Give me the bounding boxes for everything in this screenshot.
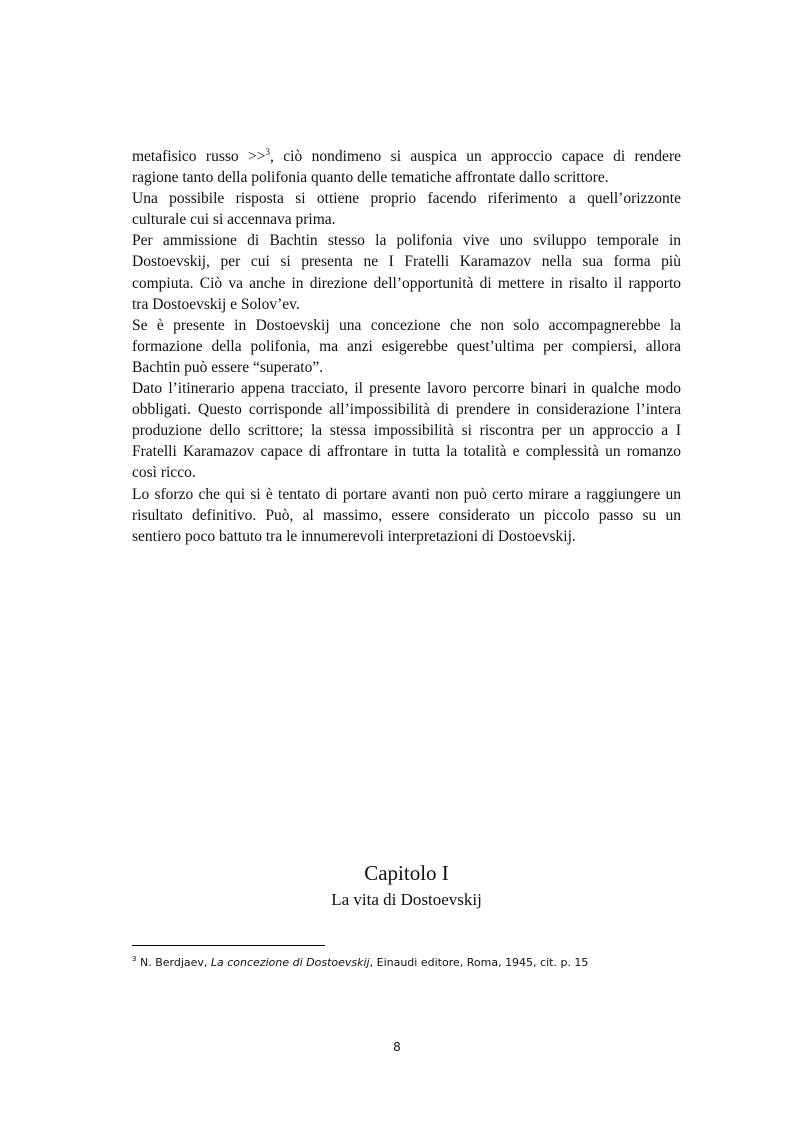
text-line [132,357,681,378]
text-line-content: Una possibile risposta si ottiene proprio facendo riferimento a quell’orizzonte [132,190,681,208]
text-line [132,273,681,294]
text-line [132,146,681,167]
text-line-content: ragione tanto della polifonia quanto delle tematiche affrontate dallo scrittore. [132,169,609,187]
text-line [132,505,681,526]
text-line [132,209,681,230]
text-line-content: Fratelli Karamazov capace di affrontare in tutta la totalità e complessità un romanzo [132,443,681,461]
footnote [132,956,588,969]
text-line-content: Bachtin può essere “superato”. [132,358,324,376]
text-line-content: Se è presente in Dostoevskij una concezione che non solo accompagnerebbe la [132,316,681,334]
text-line-content: Dato l’itinerario appena tracciato, il presente lavoro percorre binari in qualche modo [132,380,681,398]
text-line [132,441,681,462]
chapter-subtitle: La vita di Dostoevskij [331,890,482,909]
text-line-content: Dostoevskij, per cui si presenta ne I Fratelli Karamazov nella sua forma più [132,253,681,271]
text-line-content: Lo sforzo che qui si è tentato di portare avanti non può certo mirare a raggiungere un [132,485,681,503]
footnote-number: 3 [132,955,137,963]
text-line-content: sentiero poco battuto tra le innumerevoli interpretazioni di Dostoevskij. [132,527,576,545]
text-line-content: compiuta. Ciò va anche in direzione dell’opportunità di mettere in risalto il rapporto [132,274,681,292]
text-line-content: metafisico russo >> [132,148,266,165]
body-text [132,146,681,547]
text-line-continuation: , ciò nondimeno si auspica un approccio capace di rendere [270,148,681,165]
text-line [132,336,681,357]
chapter-title: Capitolo I [364,861,449,885]
text-line [132,378,681,399]
text-line [132,462,681,483]
text-line [132,315,681,336]
footnote-work-title: La concezione di Dostoevskij [210,956,370,969]
text-line [132,526,681,547]
text-line [132,420,681,441]
text-line-content: Per ammissione di Bachtin stesso la polifonia vive uno sviluppo temporale in [132,232,681,250]
text-line-content: tra Dostoevskij e Solov’ev. [132,295,300,313]
text-line-content: culturale cui si accennava prima. [132,211,336,229]
text-line-content: produzione dello scrittore; la stessa impossibilità si riscontra per un approccio a I [132,422,681,440]
text-line-content: così ricco. [132,464,196,482]
text-line [132,294,681,315]
page-number: 8 [393,1040,401,1054]
footnote-publication: , Einaudi editore, Roma, 1945, cit. p. 15 [369,956,589,969]
text-line [132,484,681,505]
text-line [132,399,681,420]
footnote-author: N. Berdjaev, [139,956,211,969]
text-line-content: formazione della polifonia, ma anzi esigerebbe quest’ultima per compiersi, allora [132,337,681,355]
footnote-reference: 3 [265,147,271,157]
text-line [132,167,681,188]
text-line [132,230,681,251]
footnote-separator [132,945,325,946]
text-line [132,251,681,272]
text-line-content: risultato definitivo. Può, al massimo, essere considerato un piccolo passo su un [132,506,681,524]
text-line [132,188,681,209]
text-line-content: obbligati. Questo corrisponde all’impossibilità di prendere in considerazione l’intera [132,401,681,419]
